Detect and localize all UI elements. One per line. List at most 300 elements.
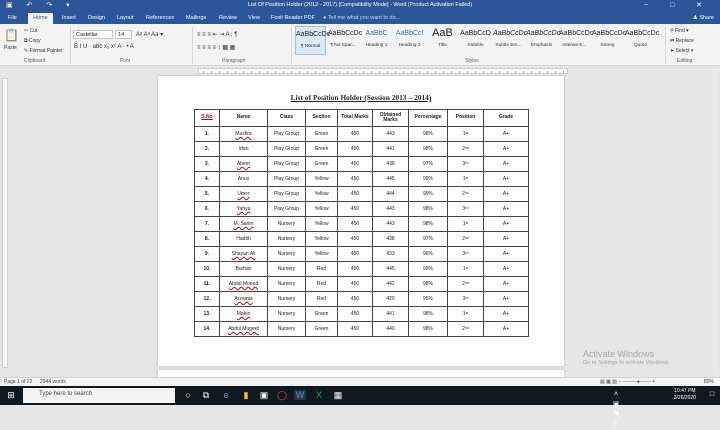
cell-no: 1.: [195, 127, 220, 142]
paragraph-row1-buttons[interactable]: ≡ ≡ ≡ ⇤ ⇥ A↓ ¶: [197, 32, 238, 38]
cell-pos: [448, 172, 484, 187]
cell-section: Green: [306, 142, 338, 157]
ruler-tick: [379, 71, 380, 73]
table-row: [195, 262, 529, 277]
cell-total: 450: [338, 247, 373, 262]
cell-grade: A+: [484, 277, 529, 292]
cell-total: 450: [338, 202, 373, 217]
table-row: [195, 307, 529, 322]
cell-name: [220, 217, 268, 232]
cell-total: 450: [338, 232, 373, 247]
style-item[interactable]: [460, 26, 491, 55]
cell-obtained: 442: [373, 277, 409, 292]
cell-name: [220, 202, 268, 217]
col-header: Name: [220, 110, 268, 127]
ribbon-tabs: [0, 13, 720, 24]
cursor-icon: ➤: [670, 48, 675, 54]
ruler-tick: [203, 71, 204, 73]
cell-obtained: 429: [373, 292, 409, 307]
cut-button[interactable]: [24, 28, 37, 34]
ruler-tick: [275, 71, 276, 73]
position-value: 2: [462, 326, 465, 332]
cell-no: 6.: [195, 202, 220, 217]
cell-name: [220, 157, 268, 172]
ruler-tick: [363, 71, 364, 73]
ruler-tick: [267, 71, 268, 73]
col-header: Percentage: [409, 110, 448, 127]
student-name: Abdul Mugeet: [228, 326, 259, 332]
style-item[interactable]: [592, 26, 627, 55]
style-name: Strong: [600, 43, 615, 48]
ruler-tick: [483, 71, 484, 73]
clipboard-group-label: Clipboard: [24, 58, 46, 64]
cell-section: Yellow: [306, 232, 338, 247]
style-item[interactable]: [427, 26, 458, 55]
vertical-ruler[interactable]: [2, 78, 8, 368]
ruler-tick: [435, 71, 436, 73]
system-tray-icons[interactable]: ˄ ▣ ◥ ♬: [612, 391, 620, 428]
col-header: Obtained Marks: [373, 110, 409, 127]
cell-pos: [448, 232, 484, 247]
person-icon: ♟: [692, 15, 698, 21]
find-button[interactable]: ⚲ Find ▾: [670, 28, 689, 34]
ruler-tick: [243, 71, 244, 73]
word-count[interactable]: 2944 words: [40, 379, 66, 385]
cell-grade: A+: [484, 322, 529, 337]
ruler-tick: [299, 71, 300, 73]
cell-cls: Nursery: [268, 217, 306, 232]
paste-button[interactable]: Paste: [4, 45, 17, 51]
position-suffix: st: [465, 131, 469, 135]
cell-name: [220, 262, 268, 277]
style-item[interactable]: [493, 26, 528, 55]
position-suffix: nd: [464, 236, 469, 240]
ruler-tick: [371, 71, 372, 73]
cell-grade: A+: [484, 292, 529, 307]
cell-section: Yellow: [306, 217, 338, 232]
cell-no: 4.: [195, 172, 220, 187]
ruler-tick: [331, 71, 332, 73]
tab-insert[interactable]: Insert: [62, 15, 76, 21]
cell-obtained: 438: [373, 157, 409, 172]
cell-section: Red: [306, 292, 338, 307]
window-title: List Of Position Holder (2012 - 2017) [Compatibility Mode] - Word (Product Activation Failed): [247, 2, 473, 8]
zoom-level[interactable]: 80%: [704, 379, 715, 385]
student-name: Anus: [237, 176, 250, 182]
document-page[interactable]: [158, 76, 564, 366]
student-name: M. Sarim: [233, 221, 254, 227]
share-button[interactable]: [693, 15, 714, 21]
quick-access-toolbar[interactable]: ▣ ↶ ↷ ▾: [6, 2, 76, 9]
view-buttons[interactable]: ▤ ▦ ▧ − ────●─── +: [600, 379, 655, 385]
cell-pct: 97%: [409, 232, 448, 247]
student-name: Abdul Moeed: [228, 281, 259, 287]
cell-cls: Nursery: [268, 232, 306, 247]
store-icon[interactable]: ▣: [259, 390, 269, 400]
ruler-tick: [339, 71, 340, 73]
cell-pos: [448, 187, 484, 202]
cell-grade: A+: [484, 247, 529, 262]
cell-cls: Nursery: [268, 292, 306, 307]
cell-no: 9.: [195, 247, 220, 262]
tab-file[interactable]: File: [8, 15, 17, 21]
position-suffix: rd: [465, 161, 469, 165]
cell-pos: [448, 277, 484, 292]
position-suffix: nd: [464, 326, 469, 330]
cell-no: 14.: [195, 322, 220, 337]
table-row: [195, 292, 529, 307]
style-preview: AaBbCcDc: [493, 30, 528, 37]
replace-label: Replace: [675, 38, 694, 44]
ribbon-home: [0, 24, 720, 66]
format-painter-label: Format Painter: [29, 48, 63, 54]
status-bar: [0, 377, 720, 386]
task-view-icon[interactable]: ⧉: [202, 390, 210, 400]
activation-watermark: Activate Windows: [583, 349, 655, 359]
cortana-icon[interactable]: ○: [185, 390, 191, 400]
cell-total: 450: [338, 322, 373, 337]
tab-design[interactable]: Design: [88, 15, 106, 21]
windows-start-icon[interactable]: ⊞: [7, 390, 15, 400]
cell-total: 450: [338, 142, 373, 157]
font-format-buttons[interactable]: B I U · abc x₂ x² A · • A: [74, 44, 134, 50]
cell-grade: A+: [484, 157, 529, 172]
cell-obtained: 445: [373, 262, 409, 277]
cell-pos: [448, 142, 484, 157]
word-icon[interactable]: W: [295, 390, 305, 400]
edge-icon[interactable]: e: [223, 390, 229, 400]
format-painter-button[interactable]: [24, 48, 63, 54]
ruler-tick: [251, 71, 252, 73]
app-icon[interactable]: ▦: [333, 390, 343, 400]
ruler-tick: [307, 71, 308, 73]
tab-mailings[interactable]: Mailings: [186, 15, 207, 21]
divider: [192, 27, 193, 64]
style-preview: AaB: [432, 27, 453, 39]
taskbar-search-text: Type here to search: [39, 391, 93, 397]
taskbar-clock[interactable]: [674, 388, 696, 402]
student-name: Irfan: [238, 146, 249, 152]
cell-pos: [448, 307, 484, 322]
copy-button[interactable]: [24, 38, 41, 44]
clipboard-icon[interactable]: 📋: [4, 28, 19, 42]
table-row: [195, 157, 529, 172]
tab-view[interactable]: View: [248, 15, 260, 21]
tab-review[interactable]: Review: [219, 15, 238, 21]
cell-name: [220, 307, 268, 322]
select-label: Select: [675, 48, 690, 54]
position-suffix: nd: [464, 281, 469, 285]
replace-icon: ⇄: [670, 38, 675, 44]
cell-total: 450: [338, 292, 373, 307]
style-preview: AaBbCcDc: [625, 30, 660, 37]
cell-obtained: 445: [373, 172, 409, 187]
vertical-scrollbar[interactable]: [712, 68, 719, 375]
divider: [291, 27, 292, 64]
clock-date: 3/26/2020: [673, 395, 696, 401]
cell-pct: 98%: [409, 127, 448, 142]
cell-no: 5.: [195, 187, 220, 202]
style-item[interactable]: [526, 26, 561, 55]
cell-total: 450: [338, 262, 373, 277]
ruler-tick: [347, 71, 348, 73]
cell-pct: 99%: [409, 172, 448, 187]
student-name: Umer: [237, 191, 250, 197]
cell-total: 450: [338, 187, 373, 202]
cell-name: [220, 292, 268, 307]
cell-pos: [448, 322, 484, 337]
brush-icon: ✎: [24, 48, 29, 54]
cell-grade: A+: [484, 217, 529, 232]
table-body: [195, 127, 529, 337]
position-value: 1: [462, 221, 466, 227]
cell-pos: [448, 127, 484, 142]
cell-cls: Nursery: [268, 277, 306, 292]
cell-cls: Play Group: [268, 202, 306, 217]
ruler-tick: [515, 71, 516, 73]
cell-pct: 98%: [409, 307, 448, 322]
cell-total: 450: [338, 127, 373, 142]
position-value: 2: [462, 191, 465, 197]
table-row: [195, 202, 529, 217]
cell-cls: Nursery: [268, 322, 306, 337]
cell-name: [220, 247, 268, 262]
cell-name: [220, 232, 268, 247]
position-value: 3: [462, 251, 466, 257]
tell-me-search[interactable]: [323, 15, 400, 21]
position-suffix: st: [465, 311, 469, 315]
window-controls[interactable]: − □ ✕: [643, 2, 712, 9]
style-item[interactable]: [559, 26, 594, 55]
ruler-tick: [563, 71, 564, 73]
cell-obtained: 440: [373, 322, 409, 337]
position-suffix: rd: [465, 251, 469, 255]
cell-name: [220, 172, 268, 187]
file-explorer-icon[interactable]: ▮: [243, 390, 249, 400]
position-suffix: nd: [464, 146, 469, 150]
cell-pct: 98%: [409, 142, 448, 157]
replace-button[interactable]: [670, 38, 694, 44]
cell-pos: [448, 157, 484, 172]
student-name: Hadith: [236, 236, 251, 242]
position-suffix: rd: [465, 296, 469, 300]
ruler-tick: [459, 71, 460, 73]
col-header: S.No: [195, 110, 220, 127]
position-suffix: st: [465, 176, 469, 180]
cell-cls: Nursery: [268, 247, 306, 262]
taskbar-search[interactable]: [23, 388, 175, 403]
style-name: Heading 2: [398, 43, 421, 48]
cell-name: [220, 127, 268, 142]
cell-no: 8.: [195, 232, 220, 247]
cell-pct: 98%: [409, 202, 448, 217]
page-count[interactable]: Page 1 of 22: [4, 379, 33, 385]
cell-pct: 99%: [409, 187, 448, 202]
student-name: Musfira: [235, 131, 252, 137]
clock-time: 10:47 PM: [674, 388, 696, 394]
cell-total: 450: [338, 307, 373, 322]
tab-home[interactable]: Home: [28, 13, 53, 24]
style-name: Emphasis: [530, 43, 553, 48]
ruler-tick: [451, 71, 452, 73]
position-value: 2: [462, 146, 465, 152]
ruler-tick: [403, 71, 404, 73]
table-row: [195, 232, 529, 247]
position-value: 2: [462, 236, 465, 242]
opera-icon[interactable]: ◯: [276, 390, 288, 400]
cell-pct: 97%: [409, 157, 448, 172]
style-item[interactable]: [295, 26, 331, 55]
style-name: Subtle Em...: [495, 43, 522, 48]
cell-obtained: 441: [373, 142, 409, 157]
horizontal-ruler[interactable]: [198, 68, 568, 74]
grow-shrink-font-icons[interactable]: Aᵃ Aᵃ Aa ▾: [136, 32, 164, 38]
cell-cls: Play Group: [268, 157, 306, 172]
cell-section: Red: [306, 277, 338, 292]
cell-total: 450: [338, 277, 373, 292]
position-value: 3: [462, 296, 466, 302]
ruler-tick: [523, 71, 524, 73]
ruler-tick: [443, 71, 444, 73]
ruler-tick: [315, 71, 316, 73]
style-name: Intense E...: [562, 43, 587, 48]
table-row: [195, 142, 529, 157]
select-button[interactable]: ➤ Select ▾: [670, 48, 694, 54]
table-row: [195, 322, 529, 337]
student-name: Yahya: [236, 206, 251, 212]
activation-watermark-sub: Go to Settings to activate Windows.: [583, 360, 670, 366]
tab-layout[interactable]: Layout: [117, 15, 134, 21]
style-preview: AaBbCcl: [395, 30, 424, 37]
cell-pos: [448, 217, 484, 232]
cell-no: 3.: [195, 157, 220, 172]
cell-pct: 98%: [409, 217, 448, 232]
cell-grade: A+: [484, 187, 529, 202]
font-size-select[interactable]: 14: [115, 30, 132, 39]
cell-name: [220, 142, 268, 157]
table-row: [195, 217, 529, 232]
ruler-tick: [467, 71, 468, 73]
divider: [70, 27, 71, 64]
student-name: Arzamia: [234, 296, 253, 302]
cell-grade: A+: [484, 262, 529, 277]
style-preview: AaBbCcDc: [559, 30, 594, 37]
position-value: 3: [462, 161, 466, 167]
ruler-tick: [219, 71, 220, 73]
cell-pos: [448, 202, 484, 217]
style-item[interactable]: [361, 26, 392, 55]
cell-pct: 98%: [409, 322, 448, 337]
ruler-tick: [491, 71, 492, 73]
style-preview: AaBbCcDc: [592, 30, 627, 37]
cell-section: Yellow: [306, 172, 338, 187]
cell-pct: 95%: [409, 292, 448, 307]
cell-section: Green: [306, 157, 338, 172]
tab-foxit[interactable]: Foxit Reader PDF: [271, 15, 316, 21]
cell-pct: 98%: [409, 277, 448, 292]
ruler-tick: [427, 71, 428, 73]
ruler-tick: [507, 71, 508, 73]
cell-obtained: 433: [373, 247, 409, 262]
position-suffix: st: [465, 266, 469, 270]
position-value: 1: [462, 311, 466, 317]
paragraph-group-label: Paragraph: [222, 58, 246, 64]
cell-obtained: 444: [373, 187, 409, 202]
cell-section: Red: [306, 262, 338, 277]
document-title: List of Position Holder (Session 2013 – 2014): [290, 94, 432, 102]
cell-section: Yellow: [306, 247, 338, 262]
style-item[interactable]: [328, 26, 363, 55]
cell-grade: A+: [484, 172, 529, 187]
divider: [665, 27, 666, 64]
cell-no: 11.: [195, 277, 220, 292]
ruler-tick: [211, 71, 212, 73]
header-row: [195, 110, 529, 127]
copy-icon: ⧉: [24, 38, 28, 44]
ruler-tick: [539, 71, 540, 73]
style-item[interactable]: [394, 26, 425, 55]
table-row: [195, 277, 529, 292]
tell-me-text: Tell me what you want to do...: [327, 15, 401, 21]
styles-group-label: Styles: [465, 58, 479, 64]
style-item[interactable]: [625, 26, 660, 55]
ruler-tick: [387, 71, 388, 73]
cell-pos: [448, 262, 484, 277]
position-value: 1: [462, 131, 466, 137]
position-suffix: nd: [464, 191, 469, 195]
cell-obtained: 441: [373, 307, 409, 322]
cell-section: Green: [306, 322, 338, 337]
position-value: 1: [462, 176, 466, 182]
cell-cls: Nursery: [268, 262, 306, 277]
style-preview: AaBbC: [365, 30, 388, 37]
cell-section: Yellow: [306, 202, 338, 217]
excel-icon[interactable]: X: [315, 390, 322, 400]
cell-no: 10.: [195, 262, 220, 277]
ruler-tick: [259, 71, 260, 73]
font-name-select[interactable]: Castellar: [73, 30, 113, 39]
table-row: [195, 127, 529, 142]
ruler-tick: [475, 71, 476, 73]
ruler-tick: [531, 71, 532, 73]
cell-cls: Play Group: [268, 172, 306, 187]
cell-no: 2.: [195, 142, 220, 157]
font-group-label: Font: [120, 58, 131, 64]
col-header: Total Marks: [338, 110, 373, 127]
cell-grade: A+: [484, 127, 529, 142]
notification-icon[interactable]: □: [709, 391, 715, 398]
editing-group-label: Editing: [677, 58, 693, 64]
student-name: Mahin: [236, 311, 251, 317]
cell-total: 450: [338, 157, 373, 172]
style-preview: AaBbCcDc: [328, 30, 363, 37]
cell-section: Yellow: [306, 187, 338, 202]
position-holder-table: [194, 109, 529, 337]
share-label: Share: [699, 15, 714, 21]
cell-obtained: 443: [373, 127, 409, 142]
tab-references[interactable]: References: [146, 15, 175, 21]
lightbulb-icon: ●: [323, 15, 327, 21]
paragraph-row2-buttons[interactable]: ≡ ≡ ≡ ≡ ↕ ▩ ▦: [197, 45, 236, 51]
cell-section: Green: [306, 127, 338, 142]
cell-obtained: 443: [373, 202, 409, 217]
cell-name: [220, 277, 268, 292]
cell-pct: 96%: [409, 247, 448, 262]
cell-cls: Play Group: [268, 127, 306, 142]
style-name: ¶ Normal: [300, 44, 321, 49]
cell-no: 13.: [195, 307, 220, 322]
style-preview: AaBbCcDc: [296, 31, 331, 38]
